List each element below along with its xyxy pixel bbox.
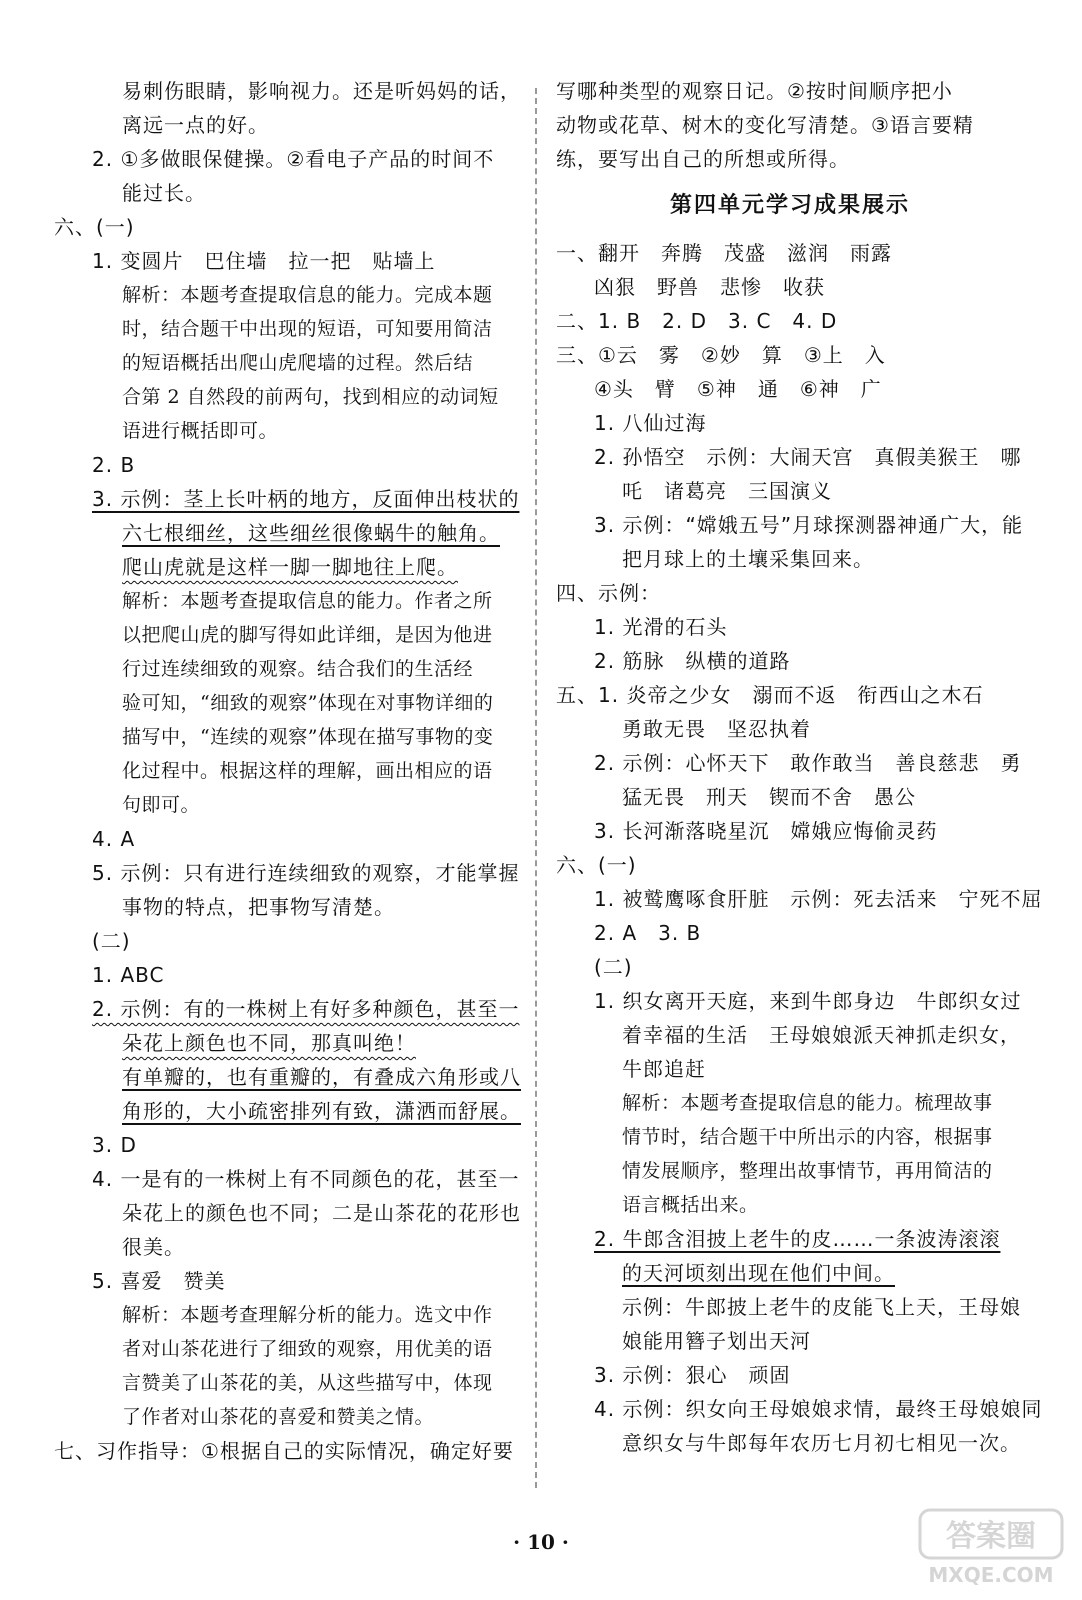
- text-line: [556, 406, 1024, 440]
- text-line: [556, 474, 1024, 508]
- text-line: [54, 890, 524, 924]
- text-line: [556, 780, 1024, 814]
- text-line: [556, 1086, 1024, 1120]
- text-line-content: 1. 八仙过海: [594, 411, 707, 435]
- text-line-content: 4. 一是有的一株树上有不同颜色的花，甚至一: [92, 1167, 520, 1191]
- text-line-content: 3. 长河渐落晓星沉 嫦娥应悔偷灵药: [594, 819, 938, 843]
- text-line-content: 句即可。: [122, 794, 201, 816]
- text-line-content: 2. 示例：心怀天下 敢作敢当 善良慈悲 勇: [594, 751, 1022, 775]
- text-line-content: 有单瓣的，也有重瓣的，有叠成六角形或八: [122, 1065, 521, 1089]
- text-line: [556, 1154, 1024, 1188]
- text-line-content: 一、翻开 奔腾 茂盛 滋润 雨露: [556, 241, 892, 265]
- text-line: [54, 788, 524, 822]
- text-line-content: 1. 被鹫鹰啄食肝脏 示例：死去活来 宁死不屈: [594, 887, 1043, 911]
- text-line-content: 朵花上的颜色也不同；二是山茶花的花形也: [122, 1201, 521, 1225]
- text-line-content: 意织女与牛郎每年农历七月初七相见一次。: [622, 1431, 1021, 1455]
- text-line-content: 练，要写出自己的所想或所得。: [556, 147, 850, 171]
- text-line: [556, 644, 1024, 678]
- text-line: [556, 542, 1024, 576]
- text-line: [54, 1094, 524, 1128]
- watermark-logo: [916, 1504, 1066, 1590]
- text-line: [556, 950, 1024, 984]
- text-line-content: ④头 臂 ⑤神 通 ⑥神 广: [594, 377, 882, 401]
- text-line: [54, 584, 524, 618]
- text-line-content: 示例：牛郎披上老牛的皮能飞上天，王母娘: [622, 1295, 1021, 1319]
- text-line: [54, 754, 524, 788]
- text-line-content: 的短语概括出爬山虎爬墙的过程。然后结: [122, 352, 474, 374]
- text-line-content: 的天河顷刻出现在他们中间。: [622, 1261, 895, 1285]
- text-line-content: 行过连续细致的观察。结合我们的生活经: [122, 658, 474, 680]
- text-line: [54, 1434, 524, 1468]
- text-line-content: 爬山虎就是这样一脚一脚地往上爬。: [122, 555, 458, 579]
- text-line-content: 解析：本题考查提取信息的能力。完成本题: [122, 284, 493, 306]
- text-line: [54, 244, 524, 278]
- text-line: [556, 916, 1024, 950]
- text-line: [556, 1052, 1024, 1086]
- text-line: [556, 1120, 1024, 1154]
- text-line-content: 解析：本题考查理解分析的能力。选文中作: [122, 1304, 493, 1326]
- text-line: [556, 1358, 1024, 1392]
- right-column: [556, 74, 1043, 1460]
- text-line-content: 3. 示例：茎上长叶柄的地方，反面伸出枝状的: [92, 487, 520, 511]
- text-line-content: 写哪种类型的观察日记。②按时间顺序把小: [556, 79, 953, 103]
- text-line-content: 角形的，大小疏密排列有致，潇洒而舒展。: [122, 1099, 521, 1123]
- text-line-content: 时，结合题干中出现的短语，可知要用简洁: [122, 318, 493, 340]
- text-line-content: 2. A 3. B: [594, 921, 702, 945]
- text-line: [54, 1026, 524, 1060]
- text-line: [54, 380, 524, 414]
- text-line-content: 三、①云 雾 ②妙 算 ③上 入: [556, 343, 886, 367]
- text-line: [54, 1230, 524, 1264]
- text-line: [54, 720, 524, 754]
- text-line: [556, 270, 1024, 304]
- text-line: [556, 142, 1024, 176]
- text-line: [54, 1332, 524, 1366]
- left-column: [54, 74, 524, 1468]
- right-column-body: [556, 236, 1043, 1460]
- text-line-content: 了作者对山茶花的喜爱和赞美之情。: [122, 1406, 435, 1428]
- text-line-content: 4. A: [92, 827, 136, 851]
- text-line-content: 验可知，“细致的观察”体现在对事物详细的: [122, 692, 494, 714]
- text-line-content: 语进行概括即可。: [122, 420, 279, 442]
- text-line-content: 吒 诸葛亮 三国演义: [622, 479, 832, 503]
- text-line: [556, 814, 1024, 848]
- text-line: [54, 618, 524, 652]
- text-line-content: 化过程中。根据这样的理解，画出相应的语: [122, 760, 493, 782]
- text-line: [556, 678, 1024, 712]
- text-line-content: 3. 示例：“嫦娥五号”月球探测器神通广大，能: [594, 513, 1024, 537]
- text-line: [556, 1188, 1024, 1222]
- text-line-content: 语言概括出来。: [622, 1194, 759, 1216]
- text-line: [556, 1290, 1024, 1324]
- text-line-content: 解析：本题考查提取信息的能力。梳理故事: [622, 1092, 993, 1114]
- text-line: [54, 1264, 524, 1298]
- text-line: [556, 1426, 1024, 1460]
- text-line: [54, 278, 524, 312]
- text-line-content: 2. B: [92, 453, 136, 477]
- text-line-content: 者对山茶花进行了细致的观察，用优美的语: [122, 1338, 493, 1360]
- text-line-content: 1. 变圆片 巴住墙 拉一把 贴墙上: [92, 249, 436, 273]
- text-line: [556, 610, 1024, 644]
- text-line-content: 四、示例：: [556, 581, 661, 605]
- text-line-content: 4. 示例：织女向王母娘娘求情，最终王母娘娘同: [594, 1397, 1043, 1421]
- text-line: [54, 924, 524, 958]
- text-line-content: 3. 示例：狠心 顽固: [594, 1363, 791, 1387]
- section-title: 第四单元学习成果展示: [669, 193, 910, 218]
- text-line-content: 以把爬山虎的脚写得如此详细，是因为他进: [122, 624, 493, 646]
- text-line-content: (二): [92, 929, 131, 953]
- text-line: [54, 108, 524, 142]
- text-line-content: 很美。: [122, 1235, 185, 1259]
- text-line-content: 牛郎追赶: [622, 1057, 706, 1081]
- text-line: [54, 176, 524, 210]
- text-line-content: 1. 光滑的石头: [594, 615, 728, 639]
- text-line: [556, 1324, 1024, 1358]
- text-line-content: 3. D: [92, 1133, 137, 1157]
- text-line-content: 朵花上颜色也不同，那真叫绝！: [122, 1031, 416, 1055]
- text-line-content: 娘能用簪子划出天河: [622, 1329, 811, 1353]
- text-line-content: 描写中，“连续的观察”体现在描写事物的变: [122, 726, 494, 748]
- text-line-content: 猛无畏 刑天 锲而不舍 愚公: [622, 785, 916, 809]
- text-line: [54, 856, 524, 890]
- text-line-content: 2. 筋脉 纵横的道路: [594, 649, 791, 673]
- text-line: [556, 882, 1043, 916]
- text-line: [54, 210, 524, 244]
- text-line: [556, 576, 1024, 610]
- right-column-top: [556, 74, 1024, 176]
- text-line: [556, 712, 1024, 746]
- text-line: [54, 312, 524, 346]
- text-line-content: 五、1. 炎帝之少女 溺而不返 衔西山之木石: [556, 683, 984, 707]
- text-line-content: 能过长。: [122, 181, 206, 205]
- text-line: [54, 652, 524, 686]
- text-line: [556, 1018, 1024, 1052]
- text-line: [54, 516, 524, 550]
- text-line-content: 六、(一): [54, 215, 135, 239]
- text-line-content: 5. 示例：只有进行连续细致的观察，才能掌握: [92, 861, 520, 885]
- text-line: [54, 1400, 524, 1434]
- text-line-content: 七、习作指导：①根据自己的实际情况，确定好要: [54, 1439, 514, 1463]
- text-line: [556, 304, 1024, 338]
- text-line-content: 六七根细丝，这些细丝很像蜗牛的触角。: [122, 521, 500, 545]
- text-line-content: 着幸福的生活 王母娘娘派天神抓走织女，: [622, 1023, 1021, 1047]
- text-line: [54, 1366, 524, 1400]
- text-line: [54, 1298, 524, 1332]
- text-line: [556, 1222, 1024, 1256]
- watermark-subtext: MXQE.COM: [928, 1563, 1054, 1587]
- text-line-content: 2. 孙悟空 示例：大闹天宫 真假美猴王 哪: [594, 445, 1022, 469]
- text-line: [54, 142, 524, 176]
- text-line: [556, 848, 1024, 882]
- text-line: [54, 74, 524, 108]
- text-line: [556, 74, 1024, 108]
- text-line-content: 六、(一): [556, 853, 637, 877]
- text-line-content: 1. 织女离开天庭，来到牛郎身边 牛郎织女过: [594, 989, 1022, 1013]
- text-line: [54, 1196, 524, 1230]
- text-line: [556, 746, 1024, 780]
- watermark-text: 答案圈: [946, 1519, 1036, 1554]
- text-line: [54, 1162, 524, 1196]
- text-line-content: 2. ①多做眼保健操。②看电子产品的时间不: [92, 147, 495, 171]
- text-line: [556, 1392, 1043, 1426]
- text-line-content: 解析：本题考查提取信息的能力。作者之所: [122, 590, 493, 612]
- text-line-content: 合第 2 自然段的前两句，找到相应的动词短: [122, 386, 499, 408]
- text-line-content: 把月球上的土壤采集回来。: [622, 547, 874, 571]
- text-line: [54, 1128, 524, 1162]
- text-line: [556, 372, 1024, 406]
- text-line-content: (二): [594, 955, 633, 979]
- text-line-content: 离远一点的好。: [122, 113, 269, 137]
- text-line: [556, 440, 1024, 474]
- text-line-content: 言赞美了山茶花的美，从这些描写中，体现: [122, 1372, 493, 1394]
- text-line: [54, 482, 524, 516]
- text-line: [556, 984, 1024, 1018]
- text-line-content: 2. 牛郎含泪披上老牛的皮……一条波涛滚滚: [594, 1227, 1001, 1251]
- text-line: [54, 1060, 524, 1094]
- text-line-content: 情节时，结合题干中所出示的内容，根据事: [622, 1126, 993, 1148]
- column-divider: [535, 88, 537, 1488]
- text-line: [54, 346, 524, 380]
- text-line: [54, 992, 524, 1026]
- text-line-content: 事物的特点，把事物写清楚。: [122, 895, 395, 919]
- page-number: · 10 ·: [513, 1530, 569, 1554]
- text-line: [556, 338, 1024, 372]
- text-line: [54, 448, 524, 482]
- text-line: [54, 550, 524, 584]
- text-line-content: 勇敢无畏 坚忍执着: [622, 717, 811, 741]
- text-line: [54, 822, 524, 856]
- text-line: [556, 1256, 1024, 1290]
- text-line: [556, 108, 1024, 142]
- text-line-content: 二、1. B 2. D 3. C 4. D: [556, 309, 838, 333]
- text-line-content: 动物或花草、树木的变化写清楚。③语言要精: [556, 113, 974, 137]
- text-line: [54, 686, 524, 720]
- text-line-content: 易刺伤眼睛，影响视力。还是听妈妈的话，: [122, 79, 521, 103]
- text-line-content: 5. 喜爱 赞美: [92, 1269, 226, 1293]
- text-line-content: 1. ABC: [92, 963, 165, 987]
- text-line-content: 2. 示例：有的一株树上有好多种颜色，甚至一: [92, 997, 520, 1021]
- text-line-content: 情发展顺序，整理出故事情节，再用简洁的: [622, 1160, 993, 1182]
- text-line-content: 凶狠 野兽 悲惨 收获: [594, 275, 825, 299]
- text-line: [54, 958, 524, 992]
- text-line: [556, 508, 1024, 542]
- text-line: [54, 414, 524, 448]
- text-line: [556, 236, 1024, 270]
